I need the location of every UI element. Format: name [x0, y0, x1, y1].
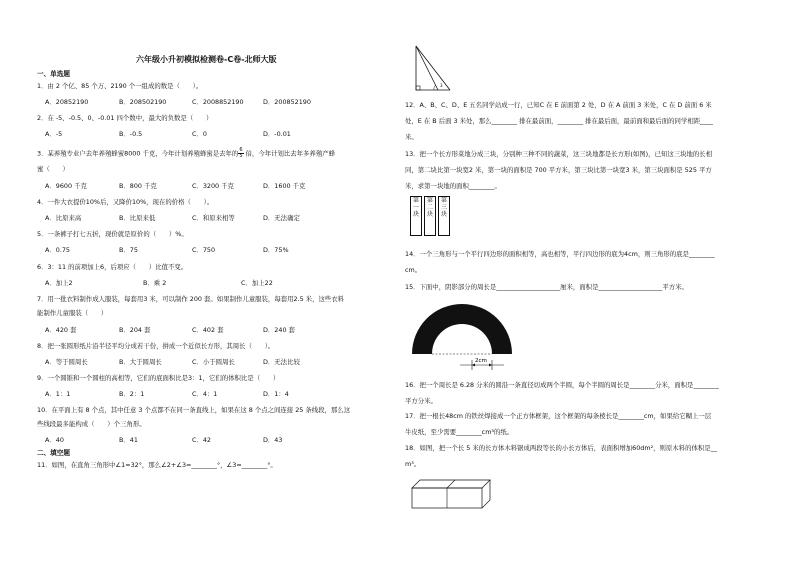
question-17-cont: 牛皮纸，至少需要________cm³的纸。 — [405, 428, 514, 436]
section-heading-single-choice: 一、单选题 — [37, 70, 70, 78]
question-8: 8．把一张圆形纸片沿半径平均分成若干份，拼成一个近似长方形，其周长（ ）。 — [37, 342, 275, 350]
page-title: 六年级小升初模拟检测卷-C卷-北师大版 — [136, 55, 277, 64]
question-7: 7．用一批衣料制作成人服装，每套用3 米，可以制作 200 套。如果制作儿童服装，每套用2.5 米，这些衣料 — [37, 295, 345, 303]
option-b[interactable]: B．乘 2 — [143, 279, 167, 287]
option-c[interactable]: C．42 — [192, 436, 211, 444]
question-3-text-cont: 倍，今年计划比去年多养殖产蜂 — [243, 149, 335, 158]
semicircle-figure — [410, 298, 520, 376]
question-13-cont2: 米，求第一块地的面积________。 — [405, 182, 501, 190]
option-b[interactable]: B．800 千克 — [119, 182, 157, 190]
option-b[interactable]: B．75 — [119, 246, 138, 254]
option-d[interactable]: D．43 — [263, 436, 283, 444]
option-d[interactable]: D．240 套 — [263, 326, 295, 334]
option-c[interactable]: C．402 套 — [192, 326, 224, 334]
option-a[interactable]: A．40 — [45, 436, 64, 444]
option-a[interactable]: A．20852190 — [45, 98, 89, 106]
plot-block-3: 第三块 — [438, 196, 450, 236]
option-b[interactable]: B．41 — [119, 436, 138, 444]
option-a[interactable]: A．加上2 — [45, 279, 73, 287]
question-14: 14．一个三角形与一个平行四边形的面积相等，高也相等，平行四边形的底为4cm，则三角形的底是________ — [405, 250, 715, 258]
option-c[interactable]: C．3200 千克 — [192, 182, 234, 190]
question-4: 4．一件大衣提价10%后，又降价10%，现在的价格（ ）。 — [37, 198, 214, 206]
question-9: 9．一个圆锥和一个圆柱的高相等，它们的底面积比是3：1，它们的体积比是（ ） — [37, 374, 280, 382]
option-a[interactable]: A．0.75 — [45, 246, 70, 254]
question-3 — [37, 148, 335, 159]
question-12-cont2: 米。 — [405, 133, 418, 141]
cuboid-figure — [410, 478, 494, 512]
question-1: 1．由 2 个亿、85 个万、2190 个一组成的数是（ ）。 — [37, 82, 203, 90]
question-16: 16．把一个周长是 6.28 分米的圆沿一条直径切成两个半圆，每个半圆的周长是________分米，面积是________ — [405, 381, 720, 389]
option-b[interactable]: B．-0.5 — [119, 130, 143, 138]
question-10-cont: 些线段最多能构成（ ）个三角形。 — [37, 420, 146, 428]
question-3-text: 3．某养殖专业户去年养殖蜂蜜8000 千克，今年计划养殖蜂蜜是去年的 — [37, 149, 239, 158]
question-11: 11．如图，在直角三角形中∠1=32°，那么∠2+∠3=________°，∠3=________°。 — [37, 461, 277, 469]
section-heading-fill-blank: 二、填空题 — [37, 449, 70, 457]
option-c[interactable]: C．小于圆周长 — [192, 358, 235, 366]
question-3-cont: 蜜（ ） — [37, 165, 69, 173]
option-a[interactable]: A．等于圆周长 — [45, 358, 88, 366]
question-10: 10．在平面上有 8 个点，其中任意 3 个点都不在同一条直线上，如果在这 8 个点之间连接 25 条线段，那么这 — [37, 406, 351, 414]
question-17: 17．把一根长48cm 的铁丝焊接成一个正方体框架，这个框架的每条棱长是________cm，如果给它糊上一层 — [405, 412, 712, 420]
option-b[interactable]: B．比原来低 — [119, 214, 156, 222]
plot-block-1: 第一块 — [410, 196, 422, 236]
angle-label: 3 — [440, 83, 443, 88]
question-13-cont: 同，第二块比第一块宽2 米，第一块的面积是 700 平方米，第三块比第一块宽3 米，第三块面积是 525 平方 — [405, 166, 712, 174]
question-5: 5．一条裤子打七五折，现价就是原价的（ ）%。 — [37, 230, 188, 238]
option-c[interactable]: C．750 — [192, 246, 216, 254]
vegetable-plot-figure — [410, 196, 470, 236]
option-c[interactable]: C．和原来相等 — [192, 214, 235, 222]
option-d[interactable]: D．75% — [263, 246, 289, 254]
question-12: 12．A、B、C、D、E 五名同学站成一行，已知C 在 E 前面第 2 处，D 在 A 前面 3 米处，C 在 D 前面 6 米 — [405, 101, 712, 109]
option-b[interactable]: B．208502190 — [119, 98, 167, 106]
option-d[interactable]: D．200852190 — [263, 98, 311, 106]
option-b[interactable]: B．大于圆周长 — [119, 358, 162, 366]
option-d[interactable]: D．无法确定 — [263, 214, 300, 222]
question-16-cont: 平方分米。 — [405, 397, 437, 405]
option-d[interactable]: D．无法比较 — [263, 358, 300, 366]
plot-block-2: 第二块 — [424, 196, 436, 236]
question-6: 6．3：11 的前项加上6，后项应（ ）比值不变。 — [37, 263, 188, 271]
option-d[interactable]: D．1600 千克 — [263, 182, 306, 190]
option-a[interactable]: A．420 套 — [45, 326, 77, 334]
dimension-label: 2cm — [475, 358, 487, 364]
option-a[interactable]: A．1：1 — [45, 390, 71, 398]
question-7-cont: 能制作儿童服装（ ） — [37, 309, 108, 317]
question-2: 2．在 -5、-0.5、0、-0.01 四个数中，最大的负数是（ ） — [37, 114, 213, 122]
question-12-cont: 处，E 在 B 后面 3 米处，那么________ 排在最前面，________ 排在最后面，最前面和最后面的同学相距____ — [405, 117, 713, 125]
question-14-cont: cm。 — [405, 266, 422, 274]
option-d[interactable]: D．-0.01 — [263, 130, 291, 138]
option-c[interactable]: C．加上22 — [241, 279, 273, 287]
triangle-figure — [410, 44, 460, 94]
question-15: 15．下面中，阴影部分的周长是____________________厘米，面积是____________________平方米。 — [405, 283, 688, 291]
option-c[interactable]: C．2008852190 — [192, 98, 244, 106]
option-d[interactable]: D．1：4 — [263, 390, 289, 398]
option-b[interactable]: B．2：1 — [119, 390, 145, 398]
option-c[interactable]: C．4：1 — [192, 390, 218, 398]
option-b[interactable]: B．204 套 — [119, 326, 151, 334]
question-13: 13．把一个长方形菜地分成三块，分别种三种不同的蔬菜，这三块地都是长方形(如图)，已知这三块地的长相 — [405, 150, 713, 158]
option-c[interactable]: C．0 — [192, 130, 207, 138]
option-a[interactable]: A．-5 — [45, 130, 63, 138]
question-18-cont: m³。 — [405, 460, 421, 468]
fraction-6-5: $\frac{6}{5}$ — [239, 147, 243, 159]
question-18: 18．如图，把一个长 5 米的长方体木料锯成两段等长的小长方体后，表面积增加60dm²，则原木料的体积是__ — [405, 444, 718, 452]
option-a[interactable]: A．比原来高 — [45, 214, 82, 222]
option-a[interactable]: A．9600 千克 — [45, 182, 87, 190]
